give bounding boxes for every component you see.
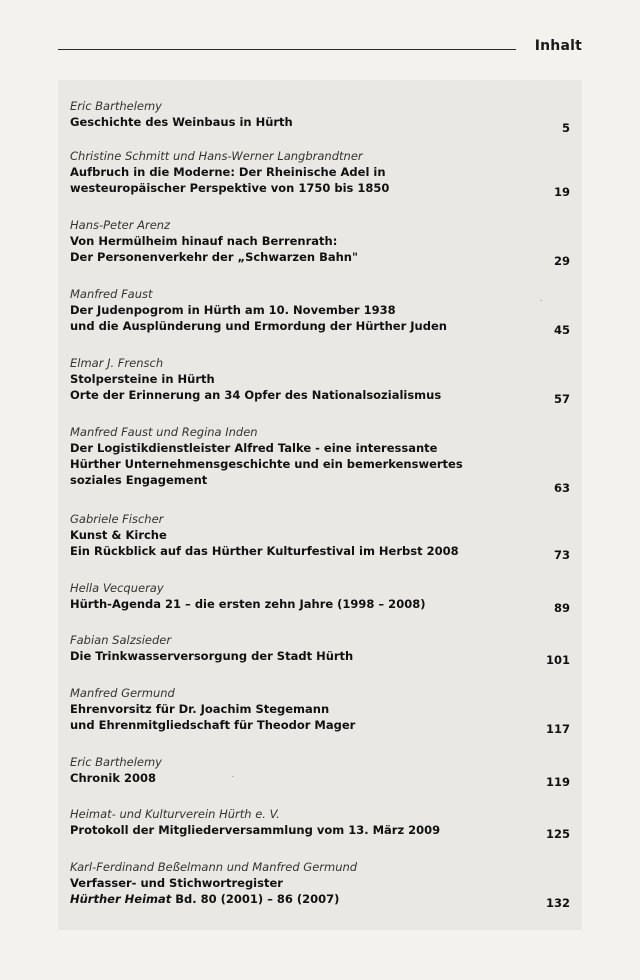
- entry-page-number: 5: [561, 121, 570, 135]
- toc-entry: [70, 580, 570, 615]
- entry-title: Orte der Erinnerung an 34 Opfer des Nationalsozialismus: [70, 388, 442, 402]
- toc-entry: [70, 286, 570, 337]
- toc-entry: [70, 148, 570, 199]
- toc-entry: [70, 98, 570, 135]
- entry-title: Verfasser- und Stichwortregister: [70, 876, 283, 890]
- entry-title: Protokoll der Mitgliederversammlung vom 13. März 2009: [70, 823, 441, 837]
- entry-author: Eric Barthelemy: [70, 99, 162, 113]
- page-title: Inhalt: [534, 38, 582, 54]
- entry-author: Heimat- und Kulturverein Hürth e. V.: [70, 807, 280, 821]
- toc-entry: [70, 217, 570, 268]
- entry-title-rest: Bd. 80 (2001) – 86 (2007): [171, 892, 340, 906]
- contents-panel: [58, 80, 582, 930]
- toc-entry: [70, 754, 570, 789]
- entry-page-number: 125: [545, 827, 570, 841]
- entry-title: Chronik 2008: [70, 771, 156, 785]
- header-rule: [58, 49, 516, 50]
- entry-author: Hella Vecqueray: [70, 581, 164, 595]
- toc-entry: [70, 355, 570, 406]
- entry-title: Kunst & Kirche: [70, 528, 167, 542]
- entry-title: Ehrenvorsitz für Dr. Joachim Stegemann: [70, 702, 330, 716]
- toc-entry: [70, 685, 570, 736]
- entry-author: Elmar J. Frensch: [70, 356, 164, 370]
- entry-page-number: 89: [553, 601, 570, 615]
- toc-entry: [70, 632, 570, 667]
- entry-author: Manfred Faust: [70, 287, 153, 301]
- entry-title: Der Personenverkehr der „Schwarzen Bahn": [70, 250, 358, 264]
- entry-title: [70, 891, 510, 907]
- entry-page-number: 119: [545, 775, 570, 789]
- entry-author: Manfred Germund: [70, 686, 175, 700]
- entry-title: Geschichte des Weinbaus in Hürth: [70, 115, 293, 129]
- entry-author: Manfred Faust und Regina Inden: [70, 425, 258, 439]
- entry-author: Eric Barthelemy: [70, 755, 162, 769]
- entry-author: Hans-Peter Arenz: [70, 218, 171, 232]
- entry-author: Christine Schmitt und Hans-Werner Langbrandtner: [70, 149, 363, 163]
- entry-page-number: 132: [545, 896, 570, 910]
- entry-page-number: 45: [553, 323, 570, 337]
- entry-page-number: 19: [553, 185, 570, 199]
- toc-entry: [70, 424, 570, 495]
- entry-title-italic: Hürther Heimat: [70, 892, 172, 906]
- entry-author: Fabian Salzsieder: [70, 633, 172, 647]
- entry-title: Die Trinkwasserversorgung der Stadt Hürth: [70, 649, 354, 663]
- entry-author: Karl-Ferdinand Beßelmann und Manfred Germund: [70, 860, 358, 874]
- entry-page-number: 57: [553, 392, 570, 406]
- entry-page-number: 63: [553, 481, 570, 495]
- toc-entry: [70, 859, 570, 910]
- entry-page-number: 73: [553, 548, 570, 562]
- entry-title: Hürth-Agenda 21 – die ersten zehn Jahre (1998 – 2008): [70, 597, 426, 611]
- entry-title: Hürther Unternehmensgeschichte und ein bemerkenswertes: [70, 457, 463, 471]
- entry-page-number: 117: [545, 722, 570, 736]
- entry-author: Gabriele Fischer: [70, 512, 164, 526]
- entry-title: westeuropäischer Perspektive von 1750 bis 1850: [70, 181, 390, 195]
- entry-title: soziales Engagement: [70, 473, 208, 487]
- entry-title: Der Logistikdienstleister Alfred Talke - eine interessante: [70, 441, 438, 455]
- entry-title: Stolpersteine in Hürth: [70, 372, 215, 386]
- paper-speck: [232, 776, 234, 777]
- entry-title: Ein Rückblick auf das Hürther Kulturfestival im Herbst 2008: [70, 544, 459, 558]
- entry-title: und die Ausplünderung und Ermordung der Hürther Juden: [70, 319, 447, 333]
- entry-page-number: 29: [553, 254, 570, 268]
- entry-title: Aufbruch in die Moderne: Der Rheinische Adel in: [70, 165, 386, 179]
- entry-page-number: 101: [545, 653, 570, 667]
- entry-title: und Ehrenmitgliedschaft für Theodor Mager: [70, 718, 356, 732]
- toc-entry: [70, 511, 570, 562]
- entry-title: Der Judenpogrom in Hürth am 10. November 1938: [70, 303, 396, 317]
- paper-speck: [540, 300, 542, 301]
- toc-entry: [70, 806, 570, 841]
- entry-title: Von Hermülheim hinauf nach Berrenrath:: [70, 234, 338, 248]
